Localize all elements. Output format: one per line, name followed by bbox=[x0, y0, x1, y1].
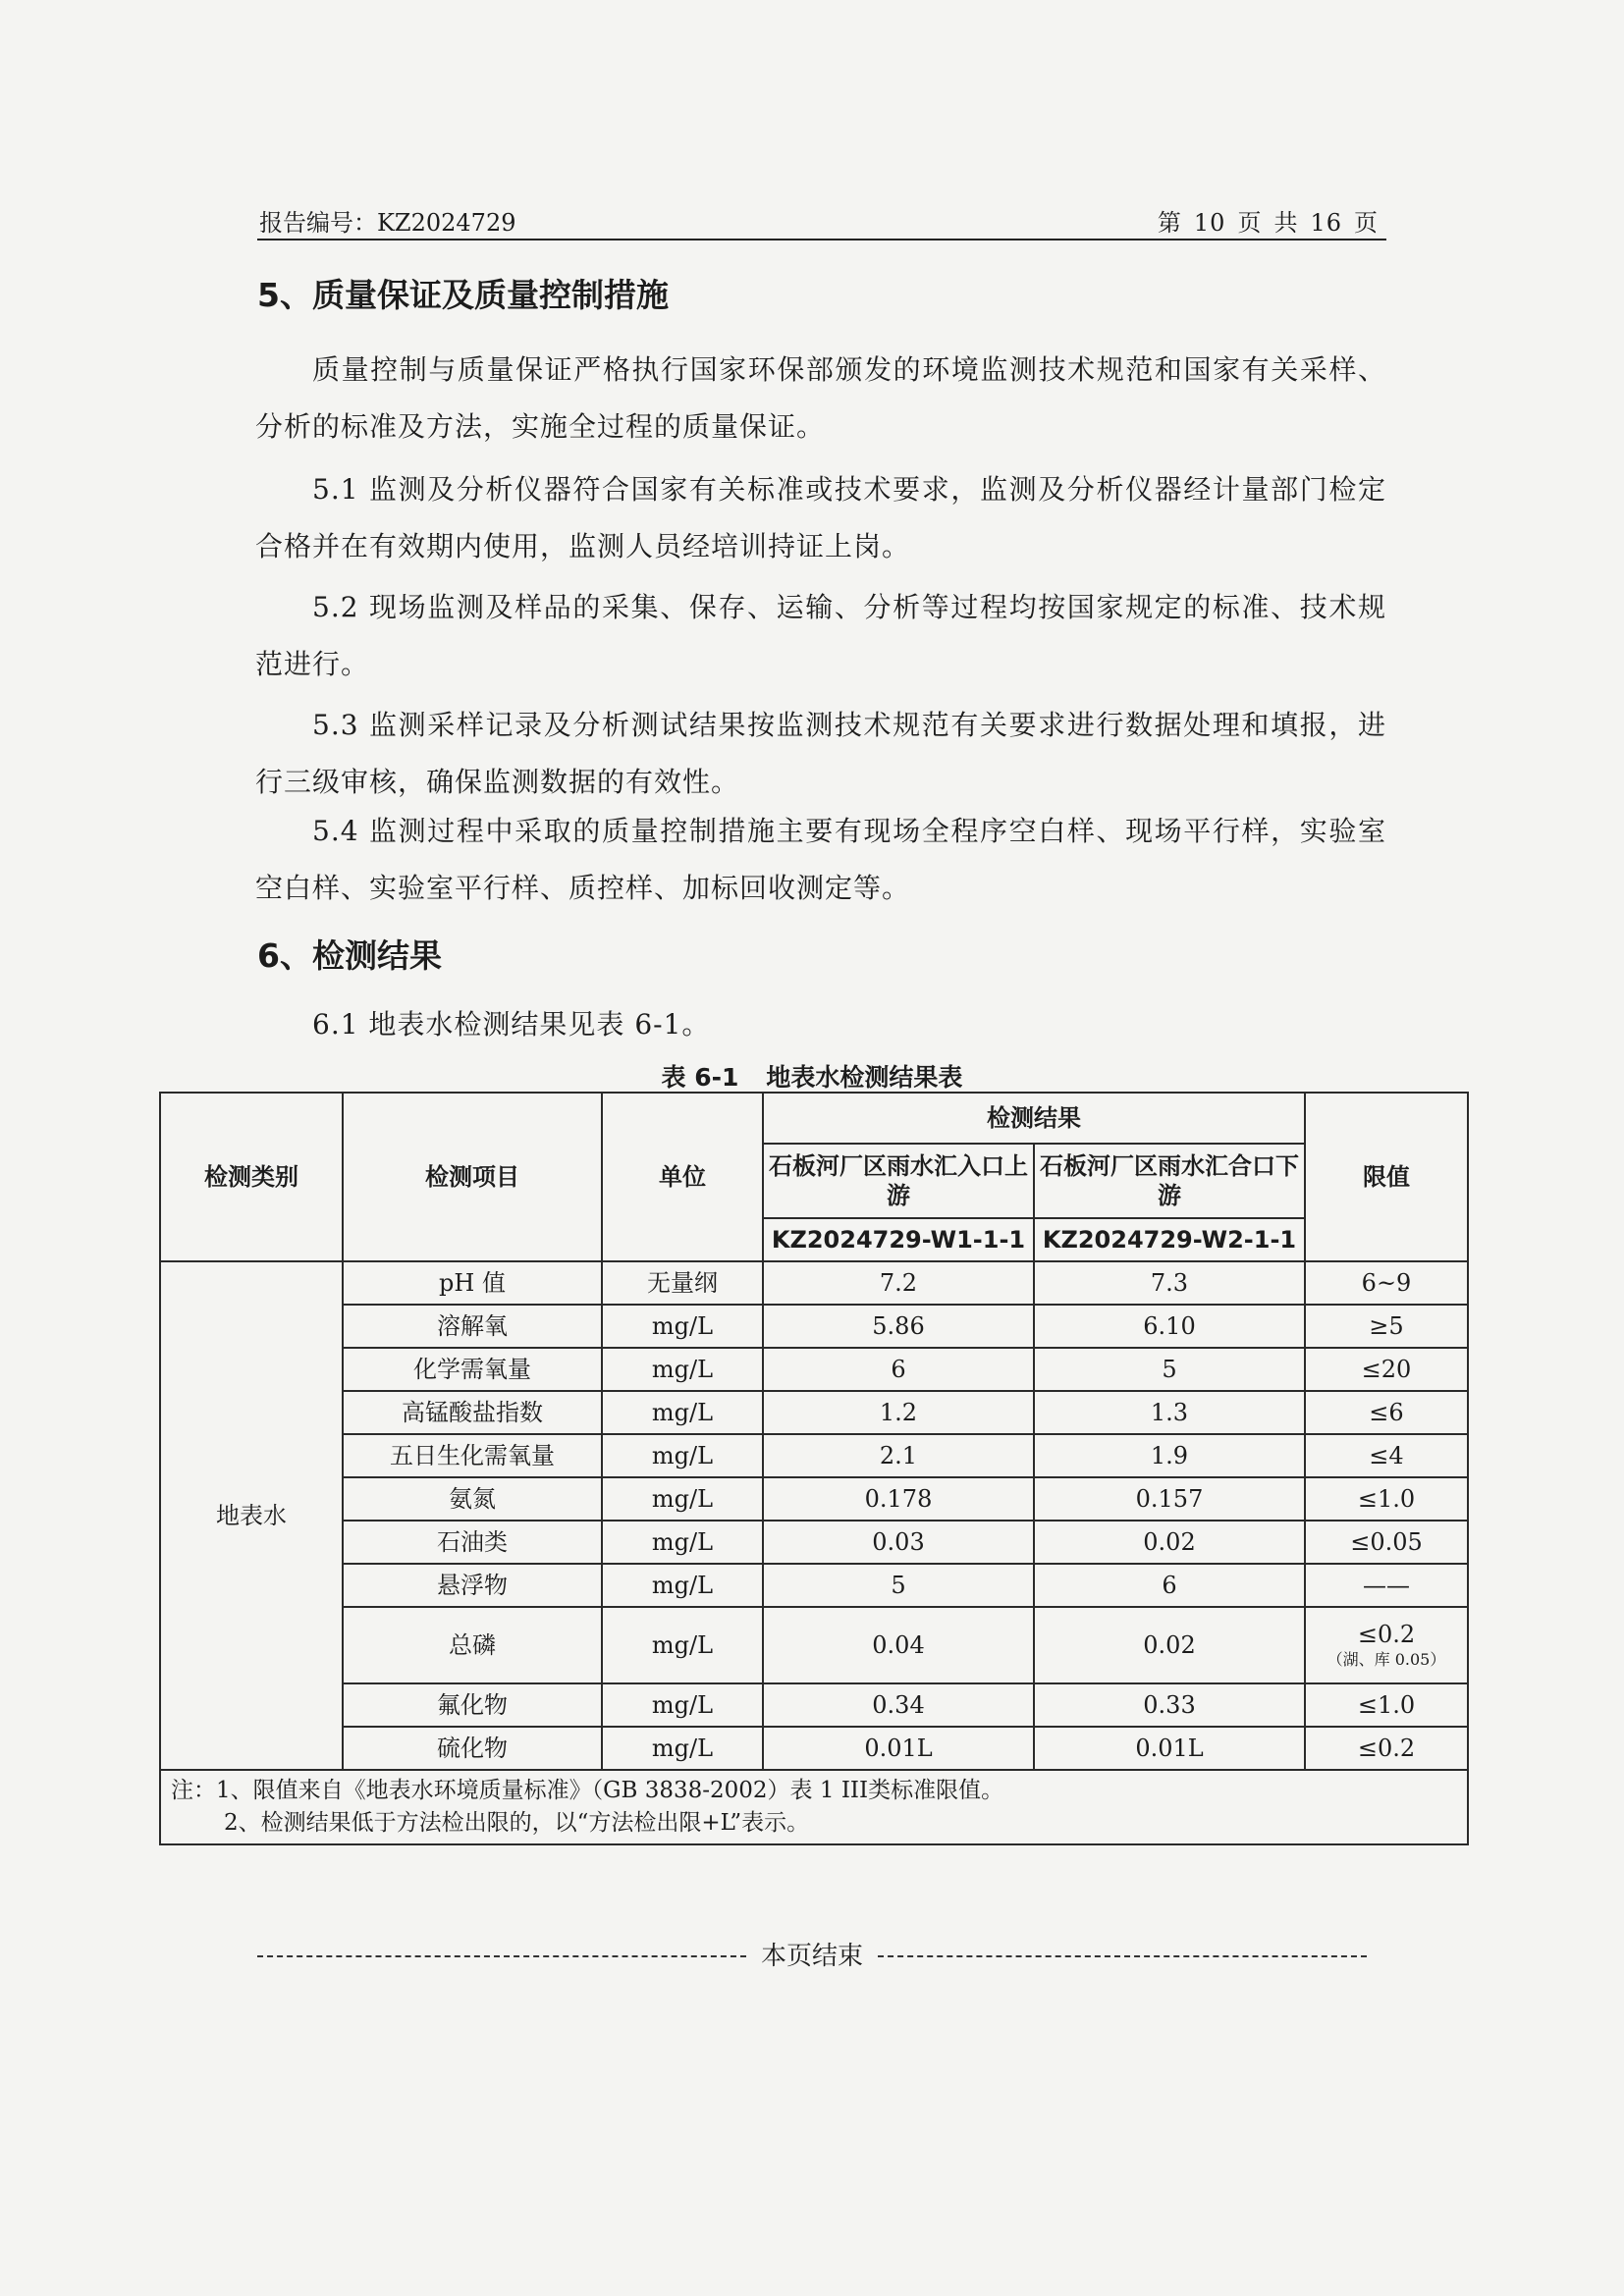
section-5-title: 5、质量保证及质量控制措施 bbox=[257, 276, 669, 314]
table-row: 高锰酸盐指数 mg/L 1.2 1.3 ≤6 bbox=[160, 1391, 1468, 1434]
table-row: 五日生化需氧量 mg/L 2.1 1.9 ≤4 bbox=[160, 1434, 1468, 1477]
section-5-4: 5.4 监测过程中采取的质量控制措施主要有现场全程序空白样、现场平行样，实验室空白样、实验室平行样、质控样、加标回收测定等。 bbox=[255, 815, 1386, 904]
divider bbox=[878, 1955, 1367, 1957]
note-1: 注：1、限值来自《地表水环境质量标准》（GB 3838-2002）表 1 III类标准限值。 bbox=[171, 1778, 1004, 1803]
header-code-2: KZ2024729-W2-1-1 bbox=[1034, 1218, 1305, 1261]
header-limit: 限值 bbox=[1305, 1093, 1468, 1261]
table-row: 悬浮物 mg/L 5 6 —— bbox=[160, 1564, 1468, 1607]
header-category: 检测类别 bbox=[160, 1093, 343, 1261]
total-pages: 16 bbox=[1310, 209, 1342, 237]
header-unit: 单位 bbox=[602, 1093, 763, 1261]
header-code-1: KZ2024729-W1-1-1 bbox=[763, 1218, 1034, 1261]
page-end-marker bbox=[257, 1936, 1367, 1971]
note-2: 2、检测结果低于方法检出限的，以“方法检出限+L”表示。 bbox=[224, 1810, 810, 1836]
table-row: 化学需氧量 mg/L 6 5 ≤20 bbox=[160, 1348, 1468, 1391]
table-row: 氨氮 mg/L 0.178 0.157 ≤1.0 bbox=[160, 1477, 1468, 1521]
table-title: 地表水检测结果表 bbox=[766, 1063, 963, 1092]
table-row: 氟化物 mg/L 0.34 0.33 ≤1.0 bbox=[160, 1683, 1468, 1727]
table-row: 总磷 mg/L 0.04 0.02 ≤0.2 （湖、库 0.05） bbox=[160, 1607, 1468, 1683]
section-6-title: 6、检测结果 bbox=[257, 936, 442, 975]
current-page: 10 bbox=[1193, 209, 1226, 237]
table-notes-row bbox=[160, 1770, 1468, 1844]
page-header bbox=[257, 199, 1386, 240]
header-item: 检测项目 bbox=[343, 1093, 602, 1261]
limit-cell-total-phosphorus: ≤0.2 （湖、库 0.05） bbox=[1305, 1607, 1468, 1683]
section-5-3: 5.3 监测采样记录及分析测试结果按监测技术规范有关要求进行数据处理和填报，进行三级审核，确保监测数据的有效性。 bbox=[255, 709, 1386, 798]
header-site-2: 石板河厂区雨水汇合口下游 bbox=[1034, 1144, 1305, 1218]
section-6-intro: 6.1 地表水检测结果见表 6-1。 bbox=[312, 1008, 711, 1041]
page-end-text: 本页结束 bbox=[760, 1942, 863, 1971]
table-row: 石油类 mg/L 0.03 0.02 ≤0.05 bbox=[160, 1521, 1468, 1564]
table-number: 表 6-1 bbox=[661, 1063, 739, 1092]
header-site-1: 石板河厂区雨水汇入口上游 bbox=[763, 1144, 1034, 1218]
category-cell: 地表水 bbox=[160, 1261, 343, 1770]
table-row: 溶解氧 mg/L 5.86 6.10 ≥5 bbox=[160, 1305, 1468, 1348]
table-row: 地表水 pH 值 无量纲 7.2 7.3 6~9 bbox=[160, 1261, 1468, 1305]
table-caption bbox=[0, 1058, 1624, 1094]
limit-note: （湖、库 0.05） bbox=[1326, 1650, 1446, 1669]
header-results: 检测结果 bbox=[763, 1093, 1305, 1144]
table-row: 硫化物 mg/L 0.01L 0.01L ≤0.2 bbox=[160, 1727, 1468, 1770]
report-number: 报告编号：KZ2024729 bbox=[259, 209, 516, 237]
results-table bbox=[159, 1092, 1469, 1845]
page-indicator: 第 10 页 共 16 页 bbox=[1157, 209, 1379, 237]
section-5-1: 5.1 监测及分析仪器符合国家有关标准或技术要求，监测及分析仪器经计量部门检定合格并在有效期内使用，监测人员经培训持证上岗。 bbox=[255, 473, 1386, 562]
section-5-intro: 质量控制与质量保证严格执行国家环保部颁发的环境监测技术规范和国家有关采样、分析的标准及方法，实施全过程的质量保证。 bbox=[255, 353, 1386, 443]
section-5-2: 5.2 现场监测及样品的采集、保存、运输、分析等过程均按国家规定的标准、技术规范进行。 bbox=[255, 591, 1386, 680]
table-notes bbox=[160, 1770, 1468, 1844]
divider bbox=[257, 1955, 746, 1957]
